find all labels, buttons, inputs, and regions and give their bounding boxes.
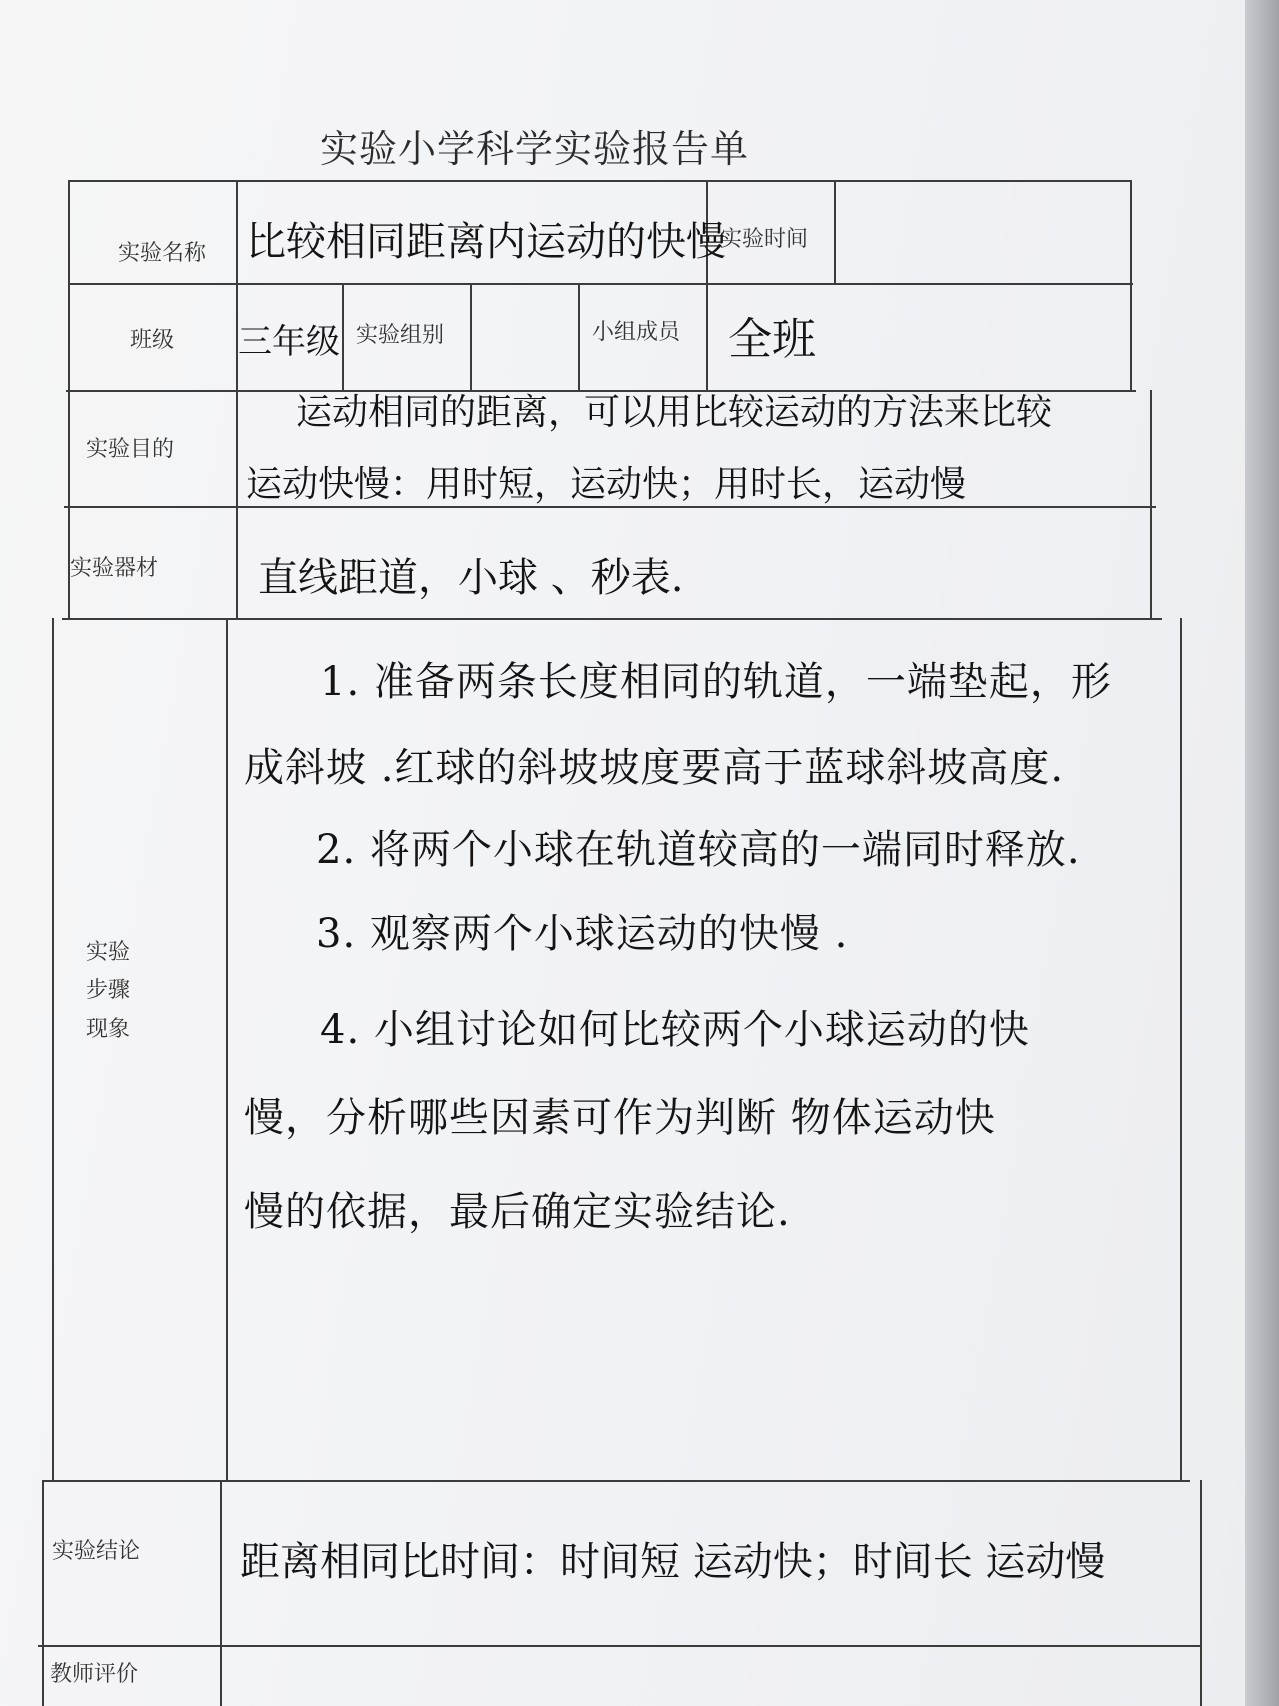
step-line: 2. 将两个小球在轨道较高的一端同时释放. <box>316 827 1081 873</box>
label-class: 班级 <box>130 328 175 353</box>
label-materials: 实验器材 <box>70 556 159 581</box>
step-line: 慢，分析哪些因素可作为判断 物体运动快 <box>244 1095 996 1141</box>
label-group: 实验组别 <box>356 323 445 348</box>
label-purpose: 实验目的 <box>86 437 175 462</box>
report-title: 实验小学科学实验报告单 <box>320 127 750 171</box>
row-line-5 <box>42 1480 1190 1482</box>
value-class: 三年级 <box>238 322 340 362</box>
col-line-class-end <box>342 283 344 391</box>
col-line-group-end <box>578 283 580 391</box>
label-members: 小组成员 <box>592 320 681 345</box>
value-materials: 直线距道，小球 、秒表. <box>258 555 684 601</box>
row-line-top <box>68 180 1130 182</box>
col-line-right-4 <box>1200 1480 1202 1706</box>
row-line-6 <box>38 1645 1200 1647</box>
col-line-label-2 <box>226 618 228 1482</box>
value-purpose-line1: 运动相同的距离，可以用比较运动的方法来比较 <box>296 392 1053 433</box>
step-line: 4. 小组讨论如何比较两个小球运动的快 <box>320 1007 1030 1053</box>
row-line-1 <box>68 283 1133 285</box>
col-line-right-3 <box>1180 618 1182 1482</box>
col-line-members-label-end <box>706 283 708 391</box>
col-line-right-1 <box>1130 180 1132 392</box>
step-line: 成斜坡 .红球的斜坡坡度要高于蓝球斜坡高度. <box>244 745 1065 791</box>
label-conclusion: 实验结论 <box>52 1539 141 1564</box>
col-line-label-3 <box>220 1480 222 1706</box>
label-steps-line3: 现象 <box>86 1017 131 1042</box>
col-line-left-2 <box>52 618 54 1482</box>
label-teacher-comment: 教师评价 <box>50 1662 139 1687</box>
col-line-right-2 <box>1150 390 1152 620</box>
value-conclusion: 距离相同比时间：时间短 运动快；时间长 运动慢 <box>240 1539 1106 1585</box>
col-line-group-label-end <box>470 283 472 391</box>
value-members: 全班 <box>728 314 816 365</box>
step-line: 慢的依据，最后确定实验结论. <box>244 1189 791 1235</box>
step-line: 1. 准备两条长度相同的轨道，一端垫起，形 <box>320 659 1112 705</box>
col-line-time-label-end <box>834 180 836 285</box>
step-line: 3. 观察两个小球运动的快慢 . <box>316 911 849 957</box>
value-experiment-name: 比较相同距离内运动的快慢 <box>246 219 726 265</box>
label-experiment-time: 实验时间 <box>720 227 809 252</box>
col-line-label-1 <box>236 180 238 620</box>
label-experiment-name: 实验名称 <box>118 241 207 266</box>
label-steps-line1: 实验 <box>86 940 131 965</box>
label-steps-line2: 步骤 <box>86 978 131 1003</box>
col-line-left-3 <box>42 1480 44 1706</box>
value-purpose-line2: 运动快慢：用时短，运动快；用时长，运动慢 <box>246 464 967 505</box>
